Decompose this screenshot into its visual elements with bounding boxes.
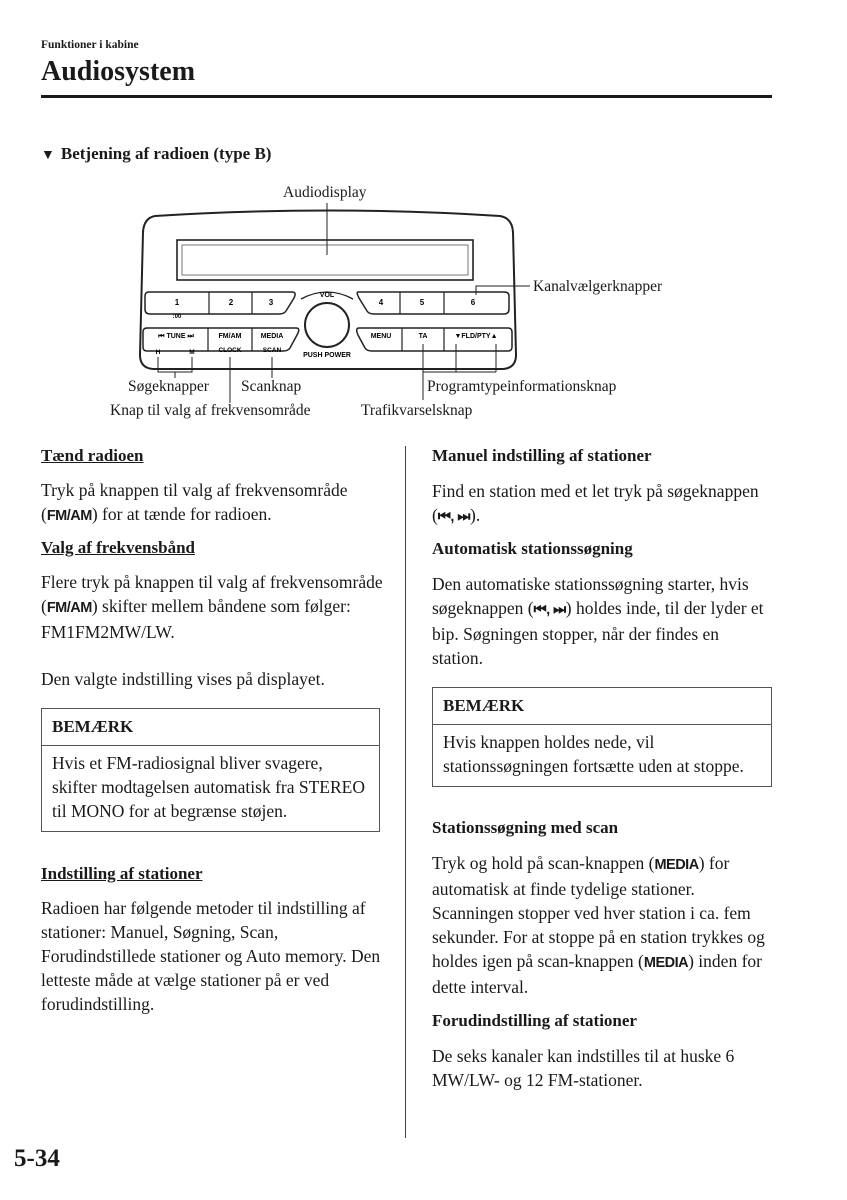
fld-pty-label: ▼FLD/PTY▲ — [454, 333, 498, 340]
note-box-right — [432, 687, 772, 787]
seek-keys: ⏮, ⏭ — [437, 509, 470, 525]
media-label: MEDIA — [260, 333, 284, 340]
page-title: Audiosystem — [41, 56, 196, 87]
media-key: MEDIA — [654, 857, 699, 873]
callout-frekvensomraade: Knap til valg af frekvensområde — [110, 402, 311, 419]
heading-forudindstilling: Forudindstilling af stationer — [432, 1011, 637, 1030]
left-column — [41, 444, 386, 1016]
callout-audiodisplay: Audiodisplay — [283, 184, 367, 201]
note-title: BEMÆRK — [42, 709, 379, 746]
para-valgte-indstilling: Den valgte indstilling vises på displayet. — [41, 669, 325, 689]
vol-label: VOL — [319, 292, 335, 299]
preset-4: 4 — [378, 298, 384, 307]
right-column — [432, 444, 774, 1092]
callout-scanknap: Scanknap — [241, 378, 302, 395]
callout-soegeknapper: Søgeknapper — [128, 378, 209, 395]
radio-housing — [140, 211, 516, 370]
menu-label: MENU — [370, 333, 392, 340]
subsection-title: Betjening af radioen (type B) — [60, 144, 272, 163]
fmam-label: FM/AM — [218, 333, 242, 340]
heading-taend-radioen: Tænd radioen — [41, 446, 144, 465]
note-box-left — [41, 708, 380, 832]
para-indstilling-stationer: Radioen har følgende metoder til indstilling af stationer: Manuel, Søgning, Scan, Forudindstillede stationer og Auto memory. Den letteste måde at vælge stationer på er ved forudindstilling. — [41, 898, 381, 1014]
tune-m-label: M — [189, 349, 195, 356]
para-soegning-scan: Tryk og hold på scan-knappen (MEDIA) for automatisk at finde tydelige stationer. Scanningen stopper ved hver station i ca. fem sekunder. For at stoppe på en station trykkes og holdes igen på scan-knappen (MEDIA) inden for dette interval. — [432, 853, 765, 997]
preset-bar-right — [357, 292, 509, 314]
volume-knob — [305, 303, 349, 347]
section-label: Funktioner i kabine — [41, 39, 139, 51]
preset-1-sub: :00 — [172, 314, 182, 320]
subsection-heading — [41, 144, 271, 164]
note-body: Hvis et FM-radiosignal bliver svagere, skifter modtagelsen automatisk fra STEREO til MONO for at begrænse støjen. — [52, 753, 365, 821]
preset-1: 1 — [174, 298, 180, 307]
para-automatisk-soegning: Den automatiske stationssøgning starter, hvis søgeknappen (⏮, ⏭) holdes inde, til der lyder et bip. Søgningen stopper, når der findes en station. — [432, 574, 764, 668]
button-bar-right — [357, 328, 512, 351]
para-valg-frekvensbaand: Flere tryk på knappen til valg af frekvensområde (FM/AM) skifter mellem båndene som følger: FM1FM2MW/LW. — [41, 572, 383, 642]
tune-h-label: H — [155, 349, 161, 356]
media-key: MEDIA — [643, 955, 689, 971]
callout-programtype: Programtypeinformationsknap — [427, 378, 617, 395]
para-taend-radioen: Tryk på knappen til valg af frekvensområde (FM/AM) for at tænde for radioen. — [41, 480, 348, 524]
heading-manuel-indstilling: Manuel indstilling af stationer — [432, 446, 652, 465]
callout-kanalvaelgerknapper: Kanalvælgerknapper — [533, 278, 663, 295]
para-manuel-indstilling: Find en station med et let tryk på søgeknappen (⏮, ⏭). — [432, 481, 759, 525]
preset-2: 2 — [228, 298, 234, 307]
heading-automatisk-soegning: Automatisk stationssøgning — [432, 539, 633, 558]
callout-trafikvarsel: Trafikvarselsknap — [361, 402, 473, 419]
audio-display — [177, 240, 473, 280]
title-rule — [41, 95, 772, 98]
note-title: BEMÆRK — [433, 688, 771, 725]
page-number: 5-34 — [14, 1145, 60, 1172]
clock-label: CLOCK — [218, 347, 242, 354]
heading-valg-frekvensbaand: Valg af frekvensbånd — [41, 538, 195, 557]
scan-sub-label: SCAN — [262, 347, 282, 354]
preset-bar-left — [145, 292, 295, 314]
preset-5: 5 — [419, 298, 425, 307]
button-bar-left — [143, 328, 299, 351]
tune-label: ⏮ TUNE ⏭ — [158, 333, 194, 340]
heading-soegning-scan: Stationssøgning med scan — [432, 818, 619, 837]
preset-6: 6 — [470, 298, 476, 307]
preset-3: 3 — [268, 298, 274, 307]
column-divider — [405, 446, 406, 1138]
fmam-key: FM/AM — [46, 508, 92, 524]
note-body: Hvis knappen holdes nede, vil stationssøgningen fortsætte uden at stoppe. — [443, 732, 744, 776]
para-forudindstilling: De seks kanaler kan indstilles til at huske 6 MW/LW- og 12 FM-stationer. — [432, 1046, 735, 1090]
ta-label: TA — [418, 333, 428, 340]
seek-keys: ⏮, ⏭ — [533, 602, 566, 618]
triangle-marker-icon: ▼ — [41, 148, 55, 163]
heading-indstilling-stationer: Indstilling af stationer — [41, 864, 203, 883]
push-power-label: PUSH POWER — [303, 352, 351, 359]
fmam-key: FM/AM — [46, 600, 92, 616]
